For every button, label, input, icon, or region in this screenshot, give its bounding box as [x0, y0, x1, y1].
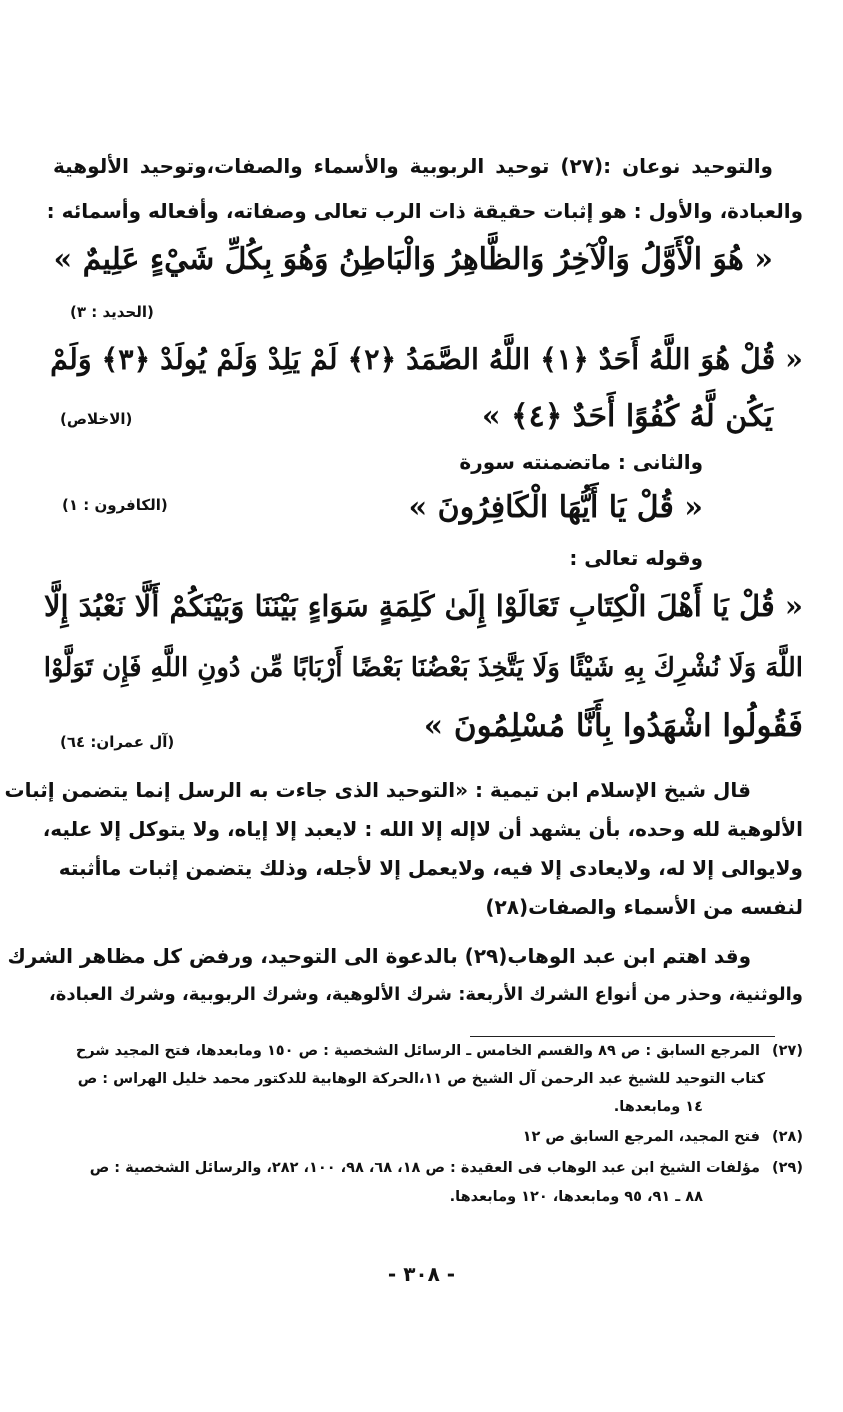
- footnote-separator: [470, 1036, 775, 1037]
- para-taymiyya-line-3: ولايوالى إلا له، ولايعادى إلا فيه، ولايعمل إلا لأجله، وذلك يتضمن إثبات ماأثبته: [58, 856, 803, 880]
- page-number: - ٣٠٨ -: [387, 1262, 456, 1286]
- quran-verse-imran-line-3: فَقُولُوا اشْهَدُوا بِأَنَّا مُسْلِمُونَ »: [423, 708, 803, 744]
- verse-citation-hadid: (الحديد : ٣): [70, 303, 154, 321]
- quran-verse-ikhlas-line-1: « قُلْ هُوَ اللَّهُ أَحَدٌ ﴿١﴾ اللَّهُ الصَّمَدُ ﴿٢﴾ لَمْ يَلِدْ وَلَمْ يُولَدْ ﴿٣﴾ وَلَمْ: [50, 342, 803, 376]
- footnote-number: (٢٨): [772, 1129, 803, 1145]
- footnote-number: (٢٧): [772, 1043, 803, 1059]
- quran-verse-ikhlas-line-2: يَكُن لَّهُ كُفُوًا أَحَدٌ ﴿٤﴾ »: [481, 399, 773, 434]
- para-wahhab-line-1: وقد اهتم ابن عبد الوهاب(٢٩) بالدعوة الى التوحيد، ورفض كل مظاهر الشرك: [7, 944, 751, 968]
- para-taymiyya-line-2: الألوهية لله وحده، بأن يشهد أن لاإله إلا الله : لايعبد إلا إياه، ولا يتوكل إلا عليه،: [42, 817, 803, 841]
- footnote-text: مؤلفات الشيخ ابن عبد الوهاب فى العقيدة : ص ١٨، ٦٨، ٩٨، ١٠٠، ٢٨٢، والرسائل الشخصية : ص: [89, 1160, 760, 1176]
- second-type-text: والثانى : ماتضمنته سورة: [459, 450, 703, 474]
- quran-verse-hadid: « هُوَ الْأَوَّلُ وَالْآخِرُ وَالظَّاهِرُ وَالْبَاطِنُ وَهُوَ بِكُلِّ شَيْءٍ عَلِيمٌ »: [53, 242, 773, 277]
- qawluhu-text: وقوله تعالى :: [569, 546, 703, 570]
- footnote-text: المرجع السابق : ص ٨٩ والقسم الخامس ـ الرسائل الشخصية : ص ١٥٠ ومابعدها، فتح المجيد شرح: [75, 1043, 760, 1059]
- quran-verse-imran-line-1: « قُلْ يَا أَهْلَ الْكِتَابِ تَعَالَوْا إِلَىٰ كَلِمَةٍ سَوَاءٍ بَيْنَنَا وَبَيْنَكُمْ أَلَّا نَعْبُدَ إِلَّا: [43, 589, 803, 623]
- footnote-27-line-1: [76, 1038, 803, 1065]
- footnote-text: فتح المجيد، المرجع السابق ص ١٢: [522, 1129, 760, 1145]
- intro-line-1: والتوحيد نوعان :(٢٧) توحيد الربوبية والأسماء والصفات،وتوحيد الألوهية: [53, 154, 773, 178]
- footnote-27-line-2: كتاب التوحيد للشيخ عبد الرحمن آل الشيخ ص ١١،الحركة الوهابية للدكتور محمد خليل الهراس : ص: [77, 1071, 765, 1087]
- quran-verse-imran-line-2: اللَّهَ وَلَا نُشْرِكَ بِهِ شَيْئًا وَلَا يَتَّخِذَ بَعْضُنَا بَعْضًا أَرْبَابًا مِّن دُونِ اللَّهِ فَإِن تَوَلَّوْا: [43, 653, 803, 683]
- para-wahhab-line-2: والوثنية، وحذر من أنواع الشرك الأربعة: شرك الألوهية، وشرك الربوبية، وشرك العبادة،: [48, 984, 803, 1005]
- intro-line-2: والعبادة، والأول : هو إثبات حقيقة ذات الرب تعالى وصفاته، وأفعاله وأسمائه :: [46, 199, 803, 223]
- footnote-28-line-1: [523, 1124, 803, 1151]
- quran-verse-kafirun: « قُلْ يَا أَيُّهَا الْكَافِرُونَ »: [408, 490, 703, 525]
- verse-citation-imran: (آل عمران: ٦٤): [60, 733, 175, 751]
- footnote-29-line-2: ٨٨ ـ ٩١، ٩٥ ومابعدها، ١٢٠ ومابعدها.: [449, 1189, 703, 1205]
- para-taymiyya-line-4: لنفسه من الأسماء والصفات(٢٨): [485, 895, 803, 919]
- footnote-number: (٢٩): [772, 1160, 803, 1176]
- verse-citation-kafirun: (الكافرون : ١): [62, 496, 168, 514]
- footnote-29-line-1: [90, 1155, 803, 1182]
- para-taymiyya-line-1: قال شيخ الإسلام ابن تيمية : «التوحيد الذى جاءت به الرسل إنما يتضمن إثبات: [4, 778, 751, 802]
- footnote-27-line-3: ١٤ ومابعدها.: [613, 1099, 703, 1115]
- verse-citation-ikhlas: (الاخلاص): [60, 410, 133, 428]
